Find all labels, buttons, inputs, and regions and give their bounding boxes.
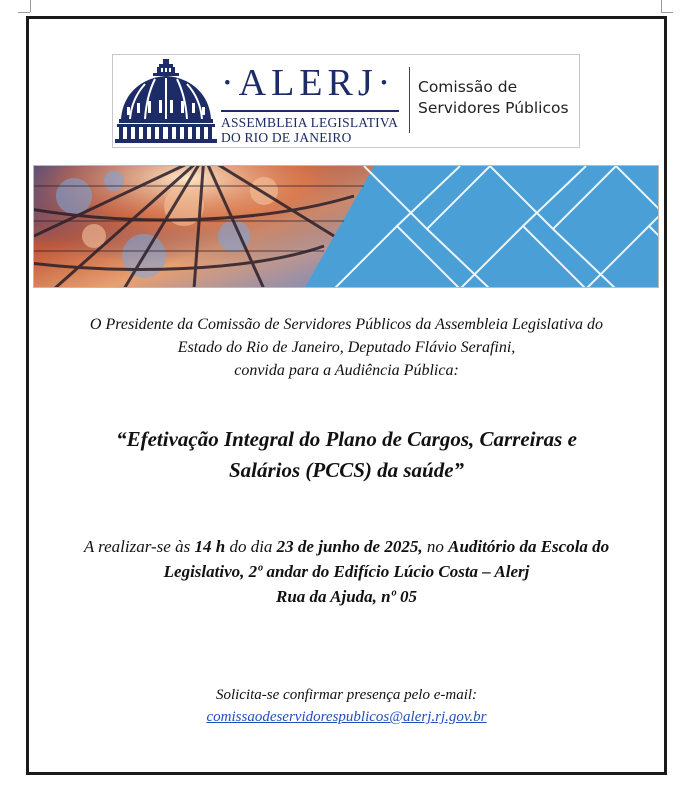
alerj-brand-text: ALERJ [238, 62, 378, 104]
dome-icon [115, 57, 217, 147]
corner-mark-left-h [18, 12, 30, 13]
event-details-line-1 [28, 534, 665, 559]
corner-mark-right-h [661, 12, 673, 13]
comissao-line-2: Servidores Públicos [418, 99, 569, 117]
assembleia-name [221, 115, 398, 145]
comissao-line-1: Comissão de [418, 78, 518, 96]
comissao-name [418, 77, 569, 119]
corner-mark-right-v [661, 0, 662, 12]
event-date: 23 de junho de 2025, [276, 537, 423, 556]
details-pre-time: A realizar-se às [83, 537, 195, 556]
event-details-line-2: Legislativo, 2º andar do Edifício Lúcio Costa – Alerj [163, 562, 530, 581]
details-pre-place: no [422, 537, 449, 556]
event-details [28, 534, 665, 609]
alerj-logo [112, 54, 580, 148]
alerj-wordmark: ·ALERJ· [221, 62, 396, 104]
invitation-line-3: convida para a Audiência Pública: [234, 362, 459, 379]
hearing-title-line-1: “Efetivação Integral do Plano de Cargos, Carreiras e [116, 427, 577, 451]
assembleia-line-1: ASSEMBLEIA LEGISLATIVA [221, 115, 399, 130]
rsvp-email-link[interactable]: comissaodeservidorespublicos@alerj.rj.gov.br [206, 709, 487, 725]
event-place: Auditório da Escola do [448, 537, 610, 556]
assembleia-line-2: DO RIO DE JANEIRO [221, 130, 352, 145]
event-time: 14 h [194, 537, 226, 556]
stained-glass-banner [33, 165, 659, 288]
hearing-title-line-2: Salários (PCCS) da saúde” [228, 458, 465, 482]
stained-glass-image [34, 166, 659, 288]
corner-mark-left-v [30, 0, 31, 12]
wordmark-underline [221, 110, 399, 112]
logo-divider [409, 67, 410, 133]
invitation-line-1: O Presidente da Comissão de Servidores Públicos da Assembleia Legislativa do [89, 316, 604, 333]
hearing-title [28, 424, 665, 486]
details-pre-date: do dia [225, 537, 277, 556]
invitation-line-2: Estado do Rio de Janeiro, Deputado Flávio Serafini, [177, 339, 516, 356]
event-address: Rua da Ajuda, nº 05 [276, 587, 417, 606]
rsvp-block [28, 684, 665, 728]
invitation-paragraph [28, 313, 665, 382]
rsvp-text: Solicita-se confirmar presença pelo e-mail: [215, 687, 478, 703]
